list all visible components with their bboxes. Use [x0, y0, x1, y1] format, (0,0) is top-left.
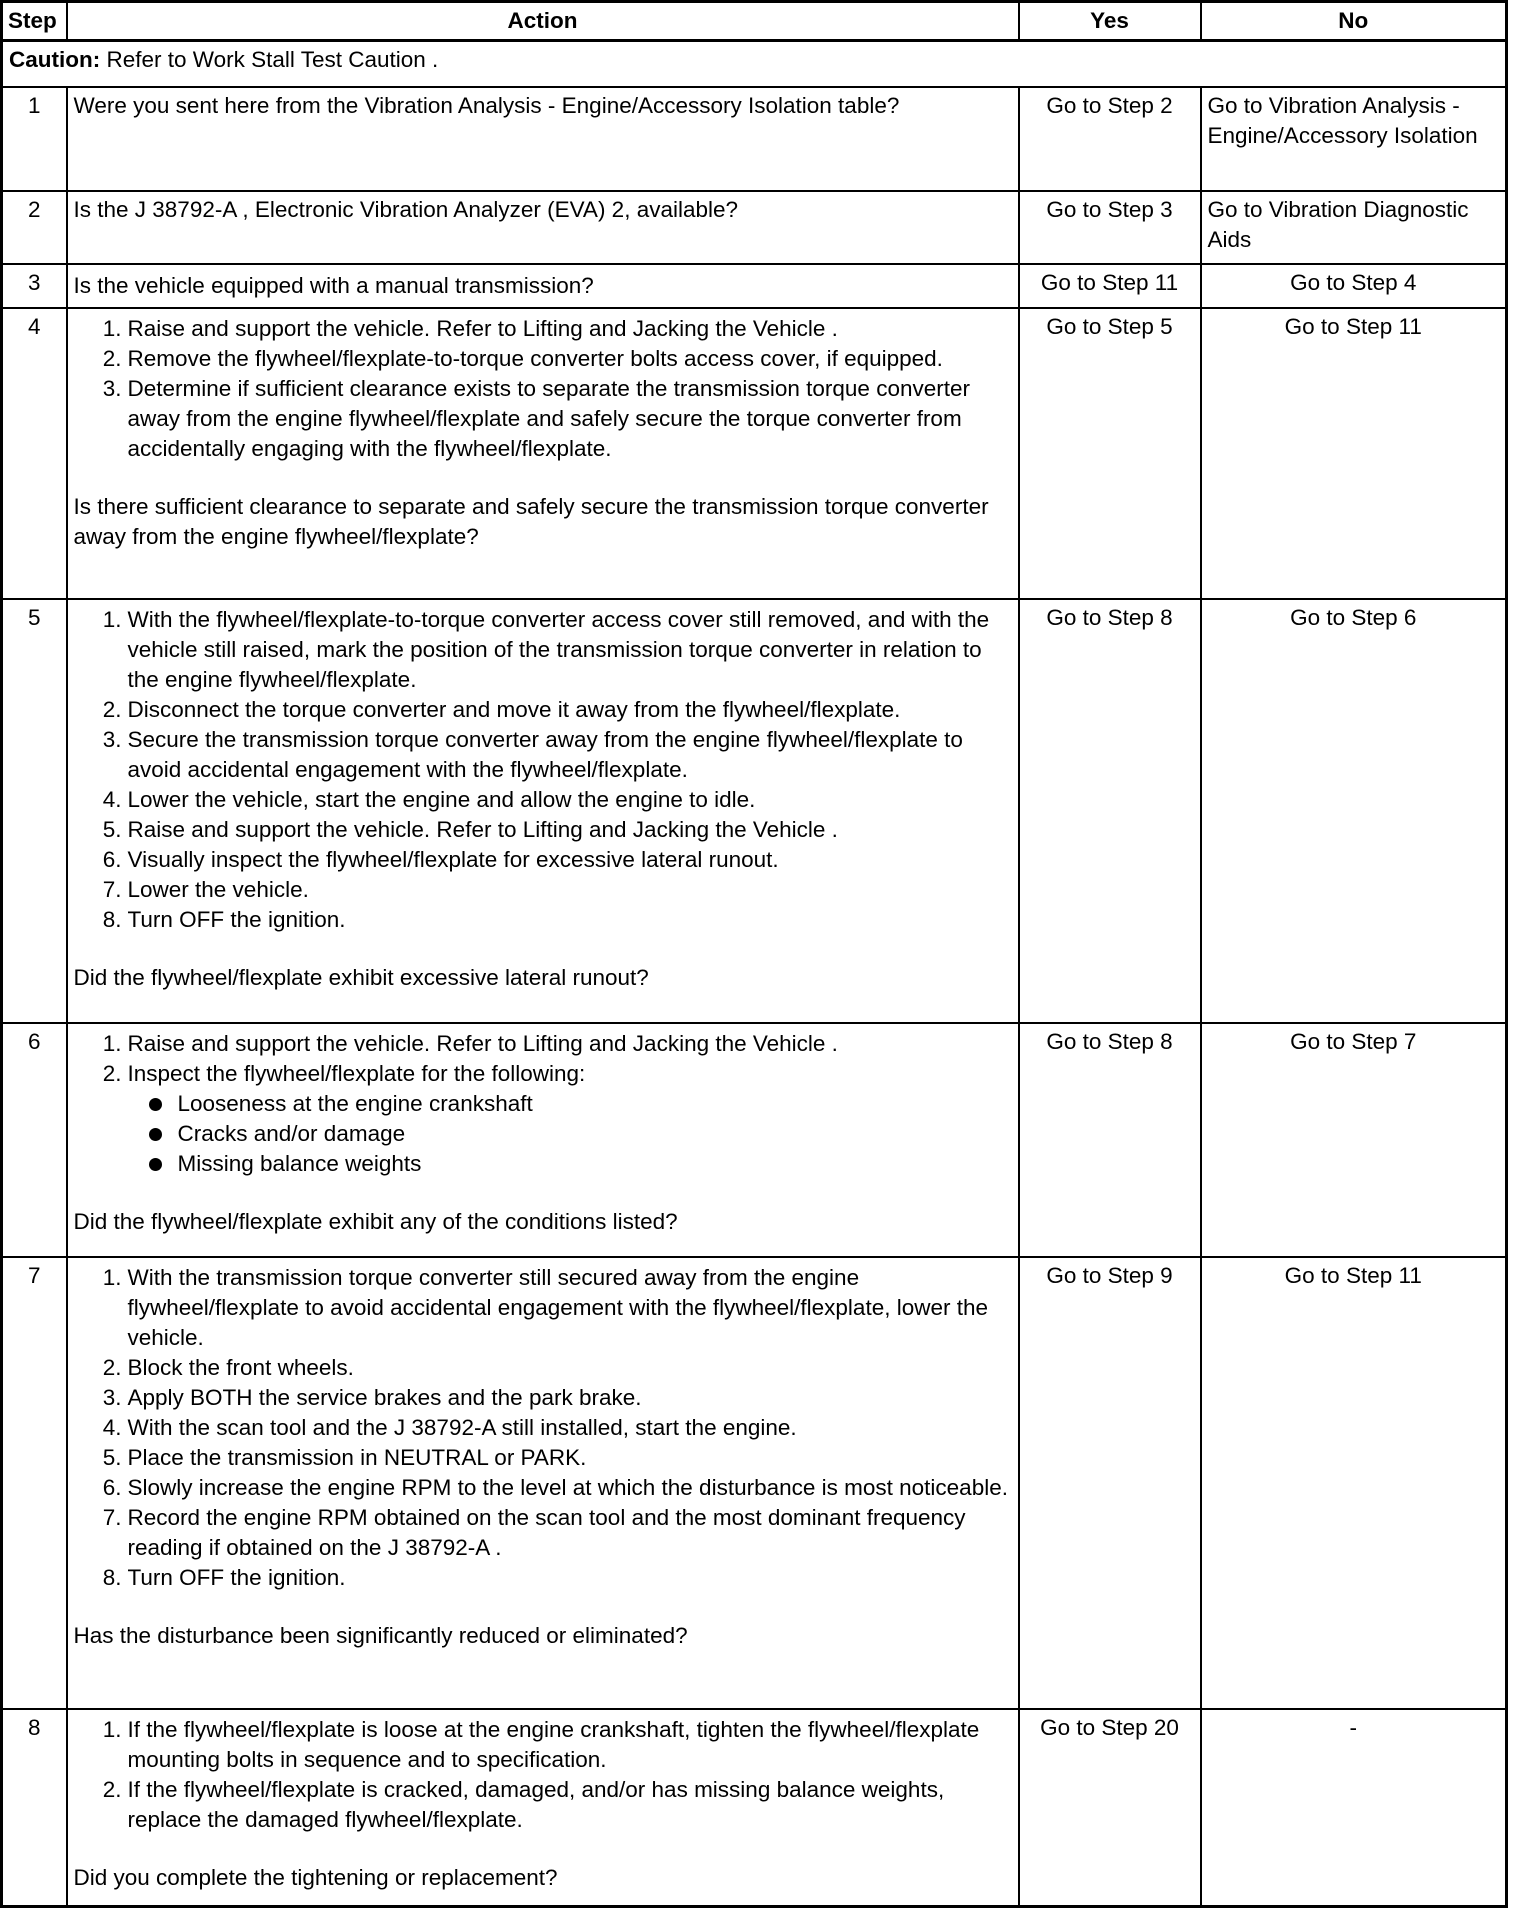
table-row: [2, 191, 1507, 264]
caution-cell: [2, 41, 1507, 88]
action-question: Did the flywheel/flexplate exhibit excessive lateral runout?: [73, 965, 649, 990]
action-cell: [67, 599, 1019, 1023]
list-item: 5. Raise and support the vehicle. Refer to Lifting and Jacking the Vehicle .: [102, 817, 838, 842]
action-steps: [74, 1263, 1012, 1593]
yes-cell: Go to Step 9: [1019, 1257, 1201, 1709]
action-cell: [67, 1023, 1019, 1257]
no-cell: Go to Step 6: [1201, 599, 1507, 1023]
list-item: 1. If the flywheel/flexplate is loose at the engine crankshaft, tighten the flywheel/flexplate mounting bolts in sequence and to specification.: [102, 1717, 980, 1772]
list-item: 3. Determine if sufficient clearance exists to separate the transmission torque converter away from the engine flywheel/flexplate and safely secure the torque converter from accidentally engaging with the flywheel/flexplate.: [102, 376, 970, 461]
action-cell: [67, 191, 1019, 264]
table-row: [2, 1257, 1507, 1709]
action-cell: [67, 308, 1019, 599]
step-number: 1: [2, 87, 67, 191]
no-cell: Go to Step 11: [1201, 1257, 1507, 1709]
header-yes: Yes: [1019, 2, 1201, 41]
list-item: 2. Disconnect the torque converter and move it away from the flywheel/flexplate.: [102, 697, 901, 722]
header-row: [2, 2, 1507, 41]
caution-label: Caution:: [9, 47, 101, 72]
action-steps: [74, 1029, 1012, 1179]
list-item: 1. With the flywheel/flexplate-to-torque converter access cover still removed, and with the vehicle still raised, mark the position of the transmission torque converter in relation to the engine flywheel/flexplate.: [102, 607, 990, 692]
action-question: Did the flywheel/flexplate exhibit any of the conditions listed?: [73, 1209, 678, 1234]
step-number: 5: [2, 599, 67, 1023]
list-item: 6. Slowly increase the engine RPM to the level at which the disturbance is most noticeable.: [102, 1475, 1008, 1500]
header-step: Step: [2, 2, 67, 41]
action-steps: [74, 314, 1012, 464]
no-cell: Go to Step 7: [1201, 1023, 1507, 1257]
header-action: Action: [67, 2, 1019, 41]
table-row: [2, 308, 1507, 599]
yes-cell: Go to Step 11: [1019, 264, 1201, 308]
yes-cell: Go to Step 5: [1019, 308, 1201, 599]
yes-cell: Go to Step 3: [1019, 191, 1201, 264]
condition-bullets: [128, 1089, 1012, 1179]
step-number: 4: [2, 308, 67, 599]
list-item: 1. Raise and support the vehicle. Refer to Lifting and Jacking the Vehicle .: [102, 1031, 838, 1056]
action-question: Did you complete the tightening or replacement?: [73, 1865, 558, 1890]
bullet-item: Cracks and/or damage: [178, 1119, 1012, 1149]
no-cell: Go to Step 4: [1201, 264, 1507, 308]
table-row: [2, 1023, 1507, 1257]
table-row: [2, 1709, 1507, 1907]
list-item: 7. Record the engine RPM obtained on the scan tool and the most dominant frequency reading if obtained on the J 38792-A .: [102, 1505, 966, 1560]
list-item: 3. Secure the transmission torque converter away from the engine flywheel/flexplate to avoid accidental engagement with the flywheel/flexplate.: [102, 727, 963, 782]
caution-row: [2, 41, 1507, 88]
table-row: [2, 87, 1507, 191]
action-question: Were you sent here from the Vibration Analysis - Engine/Accessory Isolation table?: [73, 93, 900, 118]
list-item: 7. Lower the vehicle.: [102, 877, 309, 902]
list-item: 4. With the scan tool and the J 38792-A still installed, start the engine.: [102, 1415, 797, 1440]
action-cell: [67, 87, 1019, 191]
yes-cell: Go to Step 2: [1019, 87, 1201, 191]
no-cell: -: [1201, 1709, 1507, 1907]
step-number: 7: [2, 1257, 67, 1709]
yes-cell: Go to Step 8: [1019, 1023, 1201, 1257]
list-item: 1. Raise and support the vehicle. Refer to Lifting and Jacking the Vehicle .: [102, 316, 838, 341]
no-cell: Go to Vibration Analysis - Engine/Accessory Isolation: [1201, 87, 1507, 191]
list-item: 2. If the flywheel/flexplate is cracked, damaged, and/or has missing balance weights, replace the damaged flywheel/flexplate.: [102, 1777, 945, 1832]
no-cell: Go to Step 11: [1201, 308, 1507, 599]
action-steps: [74, 605, 1012, 935]
action-question: Has the disturbance been significantly reduced or eliminated?: [73, 1623, 688, 1648]
list-item: 3. Apply BOTH the service brakes and the park brake.: [102, 1385, 642, 1410]
action-cell: [67, 1257, 1019, 1709]
yes-cell: Go to Step 8: [1019, 599, 1201, 1023]
list-item: 8. Turn OFF the ignition.: [102, 907, 346, 932]
list-item: 6. Visually inspect the flywheel/flexplate for excessive lateral runout.: [102, 847, 779, 872]
step-number: 6: [2, 1023, 67, 1257]
step-number: 8: [2, 1709, 67, 1907]
yes-cell: Go to Step 20: [1019, 1709, 1201, 1907]
step-number: 3: [2, 264, 67, 308]
list-item: 2. Remove the flywheel/flexplate-to-torque converter bolts access cover, if equipped.: [102, 346, 943, 371]
bullet-item: Missing balance weights: [178, 1149, 1012, 1179]
action-steps: [74, 1715, 1012, 1835]
bullet-item: Looseness at the engine crankshaft: [178, 1089, 1012, 1119]
list-item: 2. Block the front wheels.: [102, 1355, 354, 1380]
action-cell: [67, 1709, 1019, 1907]
no-cell: Go to Vibration Diagnostic Aids: [1201, 191, 1507, 264]
action-question: Is the vehicle equipped with a manual transmission?: [73, 273, 594, 298]
list-item: 1. With the transmission torque converter still secured away from the engine flywheel/flexplate to avoid accidental engagement with the flywheel/flexplate, lower the vehicle.: [102, 1265, 989, 1350]
list-item: 5. Place the transmission in NEUTRAL or PARK.: [102, 1445, 587, 1470]
table-row: [2, 599, 1507, 1023]
caution-text: Refer to Work Stall Test Caution .: [100, 47, 439, 72]
list-item: 4. Lower the vehicle, start the engine and allow the engine to idle.: [102, 787, 756, 812]
list-item: 2. Inspect the flywheel/flexplate for the following: Looseness at the engine crankshaft Cracks and/or damage Missing balance weights: [128, 1059, 1012, 1179]
action-question: Is the J 38792-A , Electronic Vibration Analyzer (EVA) 2, available?: [73, 197, 739, 222]
step-number: 2: [2, 191, 67, 264]
action-cell: [67, 264, 1019, 308]
table-row: [2, 264, 1507, 308]
header-no: No: [1201, 2, 1507, 41]
list-item: 8. Turn OFF the ignition.: [102, 1565, 346, 1590]
action-question: Is there sufficient clearance to separate and safely secure the transmission torque converter away from the engine flywheel/flexplate?: [73, 494, 989, 549]
